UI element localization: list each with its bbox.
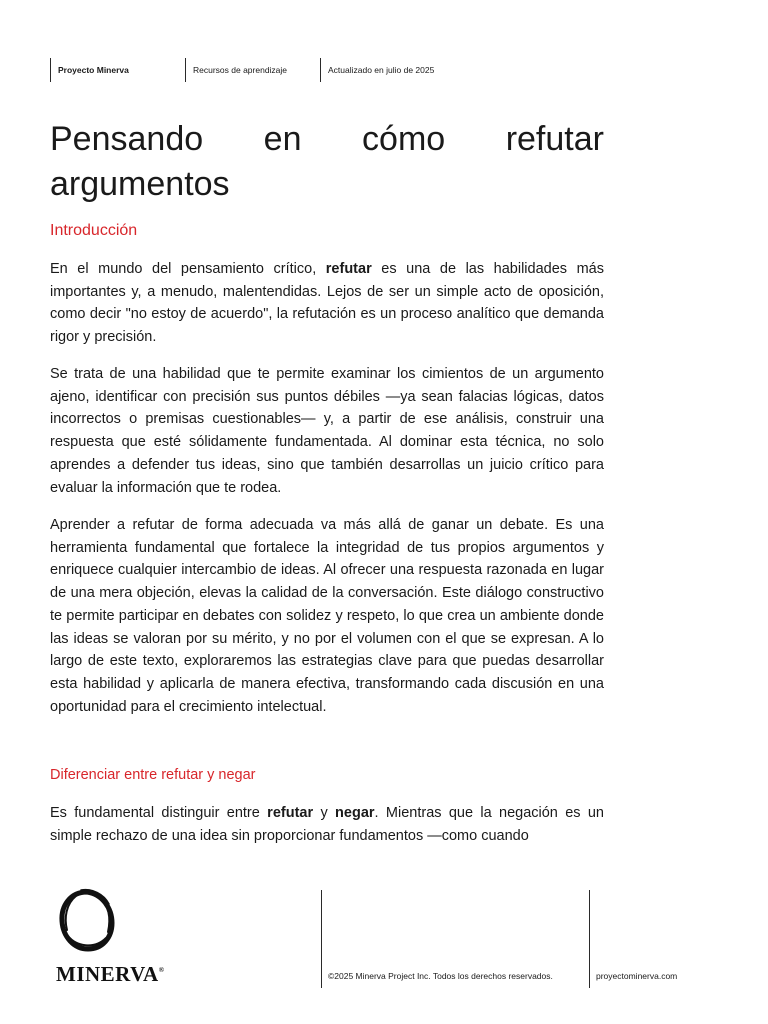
section-heading-introduction: Introducción bbox=[50, 222, 138, 239]
minerva-logo-wordmark bbox=[56, 962, 164, 987]
paragraph-4 bbox=[50, 802, 604, 847]
header-updated-label: Actualizado en julio de 2025 bbox=[320, 58, 434, 82]
section-heading-refutar-vs-negar: Diferenciar entre refutar y negar bbox=[50, 767, 256, 783]
title-line-2: argumentos bbox=[50, 165, 230, 203]
minerva-ring-logo-icon bbox=[54, 886, 120, 956]
title-word: Pensando bbox=[50, 120, 204, 158]
p4-text-b: y bbox=[313, 805, 336, 821]
title-word: refutar bbox=[505, 120, 604, 158]
title-word: en bbox=[263, 120, 302, 158]
p4-bold-refutar: refutar bbox=[267, 805, 314, 821]
title-line-1 bbox=[50, 117, 604, 162]
footer-copyright: ©2025 Minerva Project Inc. Todos los derechos reservados. bbox=[328, 971, 553, 981]
header-project-label: Proyecto Minerva bbox=[50, 58, 129, 82]
footer-divider bbox=[321, 890, 322, 988]
registered-mark: ® bbox=[158, 966, 165, 974]
paragraph-2: Se trata de una habilidad que te permite examinar los cimientos de un argumento ajeno, identificar con precisión sus puntos débiles —ya sean falacias lógicas, datos incorrectos o premisas cuestionables— y, a partir de ese análisis, construir una respuesta que esté sólidamente fundamentada. Al dominar esta técnica, no solo aprendes a defender tus ideas, sino que también desarrollas un juicio crítico para evaluar la información que te rodea. bbox=[50, 366, 604, 496]
p1-bold-refutar: refutar bbox=[325, 261, 372, 277]
footer-website-link[interactable]: proyectominerva.com bbox=[596, 971, 678, 981]
footer-divider bbox=[589, 890, 590, 988]
title-word: cómo bbox=[362, 120, 446, 158]
paragraph-3: Aprender a refutar de forma adecuada va más allá de ganar un debate. Es una herramienta fundamental que fortalece la integridad de tus propios argumentos y enriquece cualquier intercambio de ideas. Al ofrecer una respuesta razonada en lugar de una mera objeción, elevas la calidad de la conversación. Este diálogo constructivo te permite participar en debates con solidez y respeto, lo que crea un ambiente donde las ideas se valoran por su mérito, y no por el volumen con el que se expresan. A lo largo de este texto, exploraremos las estrategias clave para que puedas desarrollar esta habilidad y aplicarla de manera efectiva, transformando cada discusión en una oportunidad para el crecimiento intelectual. bbox=[50, 517, 604, 715]
paragraph-1 bbox=[50, 258, 604, 349]
p4-bold-negar: negar bbox=[335, 805, 375, 821]
page-title bbox=[50, 117, 604, 207]
header-resources-label: Recursos de aprendizaje bbox=[185, 58, 287, 82]
logo-text: MINERVA bbox=[56, 962, 159, 986]
p4-text-a: Es fundamental distinguir entre bbox=[50, 805, 268, 821]
p1-text-b: es una de las habilidades más importantes y, a menudo, malentendidas. Lejos de ser un simple acto de oposición, como decir "no estoy de acuerdo", la refutación es un proceso analítico que demanda rigor y precisión. bbox=[50, 261, 604, 346]
p4-text-c: . Mientras que la negación es un simple rechazo de una idea sin proporcionar fundamentos —como cuando bbox=[50, 805, 604, 844]
p1-text-a: En el mundo del pensamiento crítico, bbox=[50, 261, 326, 277]
